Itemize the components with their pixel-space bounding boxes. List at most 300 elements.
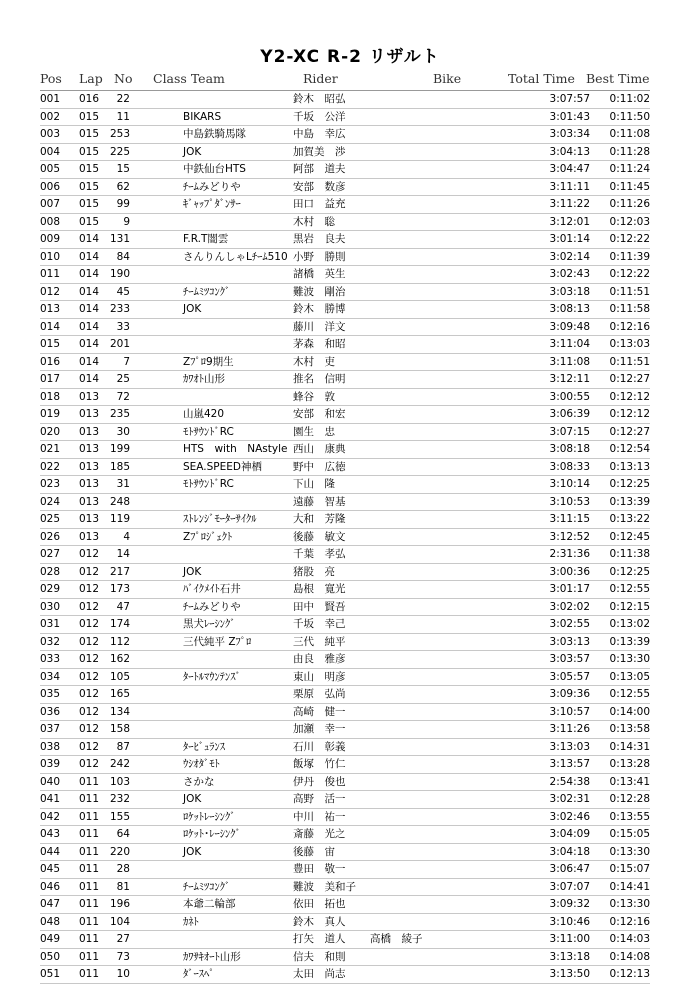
team-cell: ﾀｰﾄﾙﾏｳﾝﾃﾝｽﾞ: [183, 670, 241, 683]
number-cell: 73: [116, 950, 130, 963]
table-header: [40, 70, 650, 91]
total-time-cell: 3:09:32: [549, 898, 590, 910]
rider-cell: 猪股 亮: [293, 565, 335, 578]
rider-cell: 藤川 洋文: [293, 320, 346, 333]
team-cell: JOK: [183, 145, 202, 158]
team-cell: Zﾌﾟﾛｼﾞｪｸﾄ: [183, 530, 233, 543]
rider-cell: 豊田 敬一: [293, 863, 346, 875]
lap-cell: 011: [79, 968, 100, 980]
number-cell: 155: [109, 810, 130, 823]
number-cell: 33: [116, 320, 130, 333]
pos-cell: 007: [40, 198, 61, 210]
lap-cell: 011: [79, 845, 100, 858]
best-time-cell: 0:12:15: [609, 600, 650, 613]
best-time-cell: 0:13:58: [609, 723, 650, 735]
lap-cell: 012: [79, 618, 100, 630]
rider-cell: 斎藤 光之: [293, 828, 346, 840]
rider-cell: 千坂 公洋: [293, 110, 346, 123]
team-cell: Zﾌﾟﾛ9期生: [183, 355, 234, 368]
header-pos: Pos: [40, 71, 62, 86]
total-time-cell: 3:07:57: [549, 93, 590, 105]
table-row: [40, 126, 650, 144]
team-cell: ﾓﾄｻｳﾝﾄﾞRC: [183, 425, 234, 438]
rider-cell: 由良 雅彦: [293, 653, 346, 665]
lap-cell: 015: [79, 128, 100, 140]
total-time-cell: 3:02:43: [549, 268, 590, 280]
total-time-cell: 3:04:18: [549, 845, 590, 858]
rider-cell: 茅森 和昭: [293, 338, 346, 350]
table-row: [40, 249, 650, 267]
total-time-cell: 3:02:02: [549, 600, 590, 613]
best-time-cell: 0:13:22: [609, 513, 650, 525]
table-row: [40, 739, 650, 757]
rider-cell: 三代 純平: [293, 635, 346, 648]
lap-cell: 011: [79, 880, 100, 893]
pos-cell: 024: [40, 495, 61, 508]
number-cell: 248: [109, 495, 130, 508]
lap-cell: 011: [79, 810, 100, 823]
team-cell: ﾁｰﾑみどりや: [183, 180, 241, 193]
total-time-cell: 3:02:14: [549, 250, 590, 263]
pos-cell: 027: [40, 548, 61, 560]
best-time-cell: 0:11:38: [609, 548, 650, 560]
lap-cell: 014: [79, 373, 100, 385]
best-time-cell: 0:11:26: [609, 198, 650, 210]
best-time-cell: 0:15:05: [609, 828, 650, 840]
rider-cell: 島根 寛光: [293, 583, 346, 595]
table-row: [40, 686, 650, 704]
pos-cell: 045: [40, 863, 61, 875]
number-cell: 134: [109, 705, 130, 718]
total-time-cell: 3:10:46: [549, 915, 590, 928]
total-time-cell: 3:04:09: [549, 828, 590, 840]
best-time-cell: 0:12:55: [609, 583, 650, 595]
table-row: [40, 354, 650, 372]
total-time-cell: 3:08:18: [549, 443, 590, 455]
lap-cell: 011: [79, 863, 100, 875]
pos-cell: 010: [40, 250, 61, 263]
rider-cell: 千坂 幸己: [293, 618, 346, 630]
table-row: [40, 161, 650, 179]
number-cell: 22: [116, 93, 130, 105]
best-time-cell: 0:15:07: [609, 863, 650, 875]
best-time-cell: 0:13:55: [609, 810, 650, 823]
number-cell: 174: [109, 618, 130, 630]
number-cell: 158: [109, 723, 130, 735]
total-time-cell: 3:12:11: [549, 373, 590, 385]
rider-cell: 中島 幸広: [293, 128, 346, 140]
team-cell: ﾀｰﾋﾞｭﾗﾝｽ: [183, 740, 225, 753]
pos-cell: 012: [40, 285, 61, 298]
header-lap: Lap: [79, 71, 103, 86]
team-cell: ｶﾈﾄ: [183, 915, 199, 928]
best-time-cell: 0:12:16: [609, 915, 650, 928]
total-time-cell: 3:06:47: [549, 863, 590, 875]
table-row: [40, 231, 650, 249]
lap-cell: 012: [79, 635, 100, 648]
team-cell: ｽﾄﾚﾝｼﾞﾓｰﾀｰｻｲｸﾙ: [183, 513, 257, 525]
table-row: [40, 371, 650, 389]
number-cell: 10: [116, 968, 130, 980]
number-cell: 7: [123, 355, 130, 368]
number-cell: 242: [109, 758, 130, 770]
pos-cell: 006: [40, 180, 61, 193]
pos-cell: 044: [40, 845, 61, 858]
pos-cell: 050: [40, 950, 61, 963]
rider-cell: 鈴木 昭弘: [293, 93, 346, 105]
total-time-cell: 3:07:15: [549, 425, 590, 438]
total-time-cell: 3:11:11: [549, 180, 590, 193]
rider-cell: 諸橋 英生: [293, 268, 346, 280]
table-row: [40, 599, 650, 617]
pos-cell: 029: [40, 583, 61, 595]
total-time-cell: 3:11:08: [549, 355, 590, 368]
rider-cell: 後藤 敏文: [293, 530, 346, 543]
number-cell: 104: [109, 915, 130, 928]
rider-cell: 加瀬 幸一: [293, 723, 346, 735]
pos-cell: 009: [40, 233, 61, 245]
team-cell: ﾓﾄｻｳﾝﾄﾞRC: [183, 478, 234, 490]
table-row: [40, 931, 650, 949]
number-cell: 196: [109, 898, 130, 910]
rider-cell: 野中 広徳: [293, 460, 346, 473]
number-cell: 84: [116, 250, 130, 263]
total-time-cell: 3:00:36: [549, 565, 590, 578]
table-row: [40, 879, 650, 897]
lap-cell: 011: [79, 950, 100, 963]
pos-cell: 015: [40, 338, 61, 350]
rider-cell: 小野 勝則: [293, 250, 346, 263]
table-row: [40, 459, 650, 477]
number-cell: 30: [116, 425, 130, 438]
number-cell: 217: [109, 565, 130, 578]
best-time-cell: 0:13:41: [609, 775, 650, 788]
total-time-cell: 3:07:07: [549, 880, 590, 893]
table-row: [40, 214, 650, 232]
lap-cell: 011: [79, 933, 100, 945]
table-row: [40, 844, 650, 862]
rider-cell: 安部 和宏: [293, 408, 346, 420]
table-row: [40, 861, 650, 879]
header-class-team: Class Team: [153, 71, 225, 86]
bike-cell: 高橋 綾子: [370, 933, 423, 945]
total-time-cell: 3:10:57: [549, 705, 590, 718]
rider-cell: 安部 数彦: [293, 180, 346, 193]
best-time-cell: 0:13:03: [609, 338, 650, 350]
total-time-cell: 3:05:57: [549, 670, 590, 683]
total-time-cell: 3:11:15: [549, 513, 590, 525]
total-time-cell: 3:13:57: [549, 758, 590, 770]
number-cell: 112: [109, 635, 130, 648]
best-time-cell: 0:13:05: [609, 670, 650, 683]
number-cell: 62: [116, 180, 130, 193]
team-cell: ﾛｹｯﾄ･ﾚｰｼﾝｸﾞ: [183, 828, 241, 840]
pos-cell: 023: [40, 478, 61, 490]
total-time-cell: 3:03:18: [549, 285, 590, 298]
total-time-cell: 2:31:36: [549, 548, 590, 560]
best-time-cell: 0:11:50: [609, 110, 650, 123]
pos-cell: 031: [40, 618, 61, 630]
number-cell: 4: [123, 530, 130, 543]
total-time-cell: 3:11:26: [549, 723, 590, 735]
team-cell: ｶﾜｵﾄ山形: [183, 373, 225, 385]
table-row: [40, 914, 650, 932]
total-time-cell: 3:04:47: [549, 163, 590, 175]
rider-cell: 難波 剛治: [293, 285, 346, 298]
total-time-cell: 3:08:13: [549, 303, 590, 315]
total-time-cell: 2:54:38: [549, 775, 590, 788]
rider-cell: 伊丹 俊也: [293, 775, 346, 788]
rider-cell: 西山 康典: [293, 443, 346, 455]
pos-cell: 004: [40, 145, 61, 158]
number-cell: 173: [109, 583, 130, 595]
table-row: [40, 669, 650, 687]
rider-cell: 信夫 和則: [293, 950, 346, 963]
table-row: [40, 546, 650, 564]
total-time-cell: 3:01:43: [549, 110, 590, 123]
lap-cell: 011: [79, 915, 100, 928]
pos-cell: 051: [40, 968, 61, 980]
pos-cell: 034: [40, 670, 61, 683]
table-row: [40, 196, 650, 214]
best-time-cell: 0:11:45: [609, 180, 650, 193]
table-row: [40, 144, 650, 162]
pos-cell: 005: [40, 163, 61, 175]
pos-cell: 036: [40, 705, 61, 718]
total-time-cell: 3:03:57: [549, 653, 590, 665]
rider-cell: 木村 吏: [293, 355, 335, 368]
pos-cell: 001: [40, 93, 61, 105]
number-cell: 105: [109, 670, 130, 683]
table-row: [40, 529, 650, 547]
team-cell: 中鉄仙台HTS: [183, 163, 246, 175]
pos-cell: 011: [40, 268, 61, 280]
total-time-cell: 3:13:03: [549, 740, 590, 753]
total-time-cell: 3:12:52: [549, 530, 590, 543]
rider-cell: 後藤 宙: [293, 845, 335, 858]
total-time-cell: 3:10:53: [549, 495, 590, 508]
best-time-cell: 0:12:45: [609, 530, 650, 543]
total-time-cell: 3:13:50: [549, 968, 590, 980]
team-cell: JOK: [183, 793, 202, 805]
lap-cell: 014: [79, 338, 100, 350]
pos-cell: 039: [40, 758, 61, 770]
best-time-cell: 0:12:27: [609, 373, 650, 385]
table-row: [40, 109, 650, 127]
pos-cell: 028: [40, 565, 61, 578]
pos-cell: 047: [40, 898, 61, 910]
table-row: [40, 494, 650, 512]
header-rider: Rider: [303, 71, 338, 86]
table-row: [40, 319, 650, 337]
total-time-cell: 3:03:34: [549, 128, 590, 140]
lap-cell: 012: [79, 548, 100, 560]
best-time-cell: 0:13:02: [609, 618, 650, 630]
table-row: [40, 721, 650, 739]
best-time-cell: 0:11:51: [609, 285, 650, 298]
table-row: [40, 791, 650, 809]
team-cell: BIKARS: [183, 110, 222, 123]
best-time-cell: 0:12:27: [609, 425, 650, 438]
page-title: Y2-XC R-2 リザルト: [260, 47, 440, 67]
lap-cell: 014: [79, 250, 100, 263]
lap-cell: 011: [79, 793, 100, 805]
best-time-cell: 0:11:08: [609, 128, 650, 140]
lap-cell: 013: [79, 460, 100, 473]
pos-cell: 030: [40, 600, 61, 613]
rider-cell: 中川 祐一: [293, 810, 346, 823]
number-cell: 199: [109, 443, 130, 455]
best-time-cell: 0:12:22: [609, 268, 650, 280]
best-time-cell: 0:14:00: [609, 705, 650, 718]
best-time-cell: 0:12:54: [609, 443, 650, 455]
rider-cell: 鈴木 真人: [293, 915, 346, 928]
rider-cell: 難波 美和子: [293, 880, 356, 893]
team-cell: 黒犬ﾚｰｼﾝｸﾞ: [183, 618, 236, 630]
total-time-cell: 3:11:22: [549, 198, 590, 210]
best-time-cell: 0:12:25: [609, 478, 650, 490]
header-best-time: Best Time: [586, 71, 650, 86]
lap-cell: 014: [79, 285, 100, 298]
best-time-cell: 0:13:39: [609, 635, 650, 648]
lap-cell: 013: [79, 408, 100, 420]
number-cell: 72: [116, 390, 130, 403]
team-cell: さんりんしゃLﾁｰﾑ510: [183, 250, 288, 263]
rider-cell: 高野 活一: [293, 793, 346, 805]
lap-cell: 013: [79, 443, 100, 455]
best-time-cell: 0:11:51: [609, 355, 650, 368]
pos-cell: 018: [40, 390, 61, 403]
pos-cell: 008: [40, 215, 61, 228]
rider-cell: 加賀美 渉: [293, 145, 346, 158]
number-cell: 64: [116, 828, 130, 840]
number-cell: 87: [116, 740, 130, 753]
total-time-cell: 3:06:39: [549, 408, 590, 420]
lap-cell: 015: [79, 110, 100, 123]
rider-cell: 黒岩 良夫: [293, 233, 346, 245]
table-row: [40, 179, 650, 197]
rider-cell: 鈴木 勝博: [293, 303, 346, 315]
number-cell: 14: [116, 548, 130, 560]
number-cell: 47: [116, 600, 130, 613]
lap-cell: 013: [79, 530, 100, 543]
lap-cell: 012: [79, 758, 100, 770]
pos-cell: 013: [40, 303, 61, 315]
team-cell: ﾊﾞｲｸﾒｲﾄ石井: [183, 583, 241, 595]
best-time-cell: 0:12:16: [609, 320, 650, 333]
pos-cell: 038: [40, 740, 61, 753]
best-time-cell: 0:14:08: [609, 950, 650, 963]
best-time-cell: 0:13:13: [609, 460, 650, 473]
lap-cell: 012: [79, 723, 100, 735]
pos-cell: 046: [40, 880, 61, 893]
pos-cell: 048: [40, 915, 61, 928]
table-row: [40, 966, 650, 984]
lap-cell: 011: [79, 898, 100, 910]
team-cell: SEA.SPEED神栖: [183, 460, 262, 473]
table-row: [40, 949, 650, 967]
table-row: [40, 389, 650, 407]
pos-cell: 049: [40, 933, 61, 945]
lap-cell: 015: [79, 145, 100, 158]
lap-cell: 012: [79, 653, 100, 665]
total-time-cell: 3:01:14: [549, 233, 590, 245]
table-row: [40, 809, 650, 827]
pos-cell: 041: [40, 793, 61, 805]
table-row: [40, 651, 650, 669]
total-time-cell: 3:10:14: [549, 478, 590, 490]
best-time-cell: 0:12:25: [609, 565, 650, 578]
pos-cell: 002: [40, 110, 61, 123]
lap-cell: 015: [79, 198, 100, 210]
team-cell: 三代純平 Zﾌﾟﾛ: [183, 635, 252, 648]
rider-cell: 千葉 孝弘: [293, 548, 346, 560]
lap-cell: 014: [79, 320, 100, 333]
lap-cell: 014: [79, 303, 100, 315]
total-time-cell: 3:12:01: [549, 215, 590, 228]
number-cell: 9: [123, 215, 130, 228]
lap-cell: 012: [79, 740, 100, 753]
pos-cell: 037: [40, 723, 61, 735]
table-row: [40, 301, 650, 319]
rider-cell: 木村 聡: [293, 215, 335, 228]
lap-cell: 014: [79, 233, 100, 245]
team-cell: JOK: [183, 845, 202, 858]
team-cell: ｶﾜｻｷｵｰﾄ山形: [183, 950, 241, 963]
lap-cell: 014: [79, 355, 100, 368]
lap-cell: 013: [79, 495, 100, 508]
lap-cell: 013: [79, 425, 100, 438]
table-row: [40, 564, 650, 582]
pos-cell: 017: [40, 373, 61, 385]
number-cell: 220: [109, 845, 130, 858]
team-cell: F.R.T闇雲: [183, 233, 229, 245]
table-row: [40, 896, 650, 914]
team-cell: HTS with NAstyle: [183, 443, 288, 455]
team-cell: さかな: [183, 775, 215, 788]
rider-cell: 田中 賢吾: [293, 600, 346, 613]
pos-cell: 033: [40, 653, 61, 665]
header-bike: Bike: [433, 71, 462, 86]
rider-cell: 栗原 弘尚: [293, 688, 346, 700]
total-time-cell: 3:00:55: [549, 390, 590, 403]
number-cell: 190: [109, 268, 130, 280]
rider-cell: 東山 明彦: [293, 670, 346, 683]
lap-cell: 013: [79, 478, 100, 490]
total-time-cell: 3:02:46: [549, 810, 590, 823]
number-cell: 232: [109, 793, 130, 805]
table-row: [40, 476, 650, 494]
lap-cell: 012: [79, 705, 100, 718]
number-cell: 185: [109, 460, 130, 473]
rider-cell: 大和 芳隆: [293, 513, 346, 525]
rider-cell: 推名 信明: [293, 373, 346, 385]
lap-cell: 012: [79, 583, 100, 595]
number-cell: 99: [116, 198, 130, 210]
total-time-cell: 3:11:00: [549, 933, 590, 945]
team-cell: ｳｼｵﾀﾞﾓﾄ: [183, 758, 220, 770]
pos-cell: 003: [40, 128, 61, 140]
number-cell: 45: [116, 285, 130, 298]
total-time-cell: 3:04:13: [549, 145, 590, 158]
number-cell: 25: [116, 373, 130, 385]
table-row: [40, 756, 650, 774]
best-time-cell: 0:14:31: [609, 740, 650, 753]
rider-cell: 蜂谷 敦: [293, 390, 335, 403]
total-time-cell: 3:09:48: [549, 320, 590, 333]
total-time-cell: 3:09:36: [549, 688, 590, 700]
total-time-cell: 3:03:13: [549, 635, 590, 648]
